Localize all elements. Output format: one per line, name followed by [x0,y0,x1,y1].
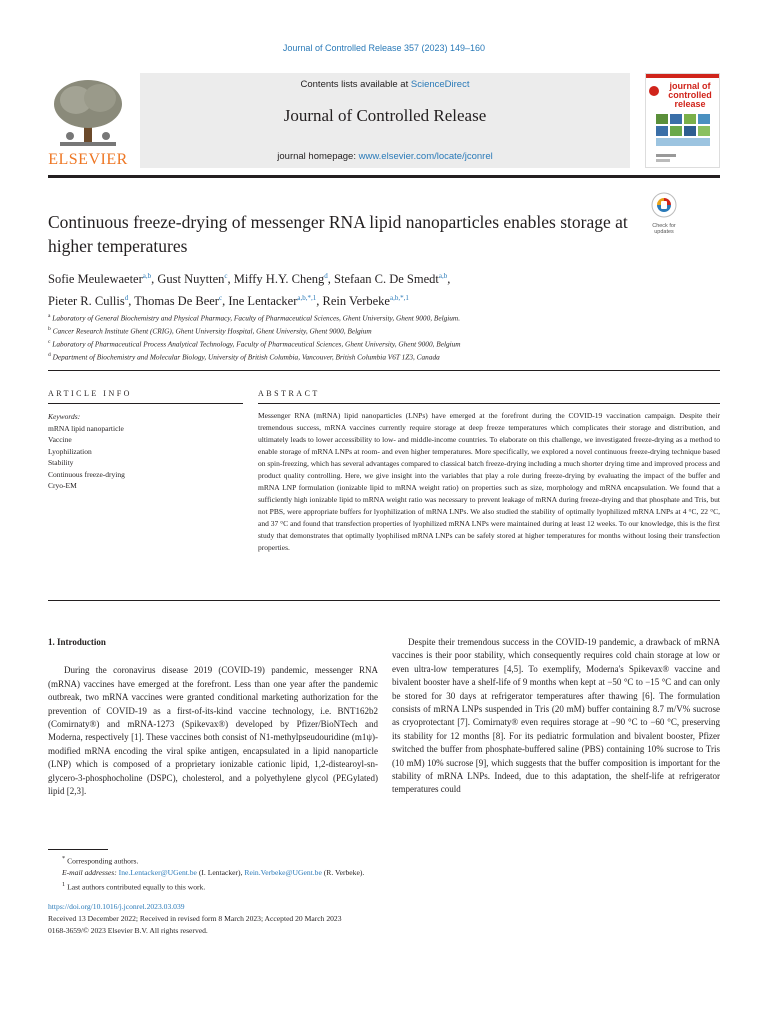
email-owner: (R. Verbeke). [323,868,365,878]
author-name[interactable]: Ine Lentacker [228,294,298,309]
check-for-updates-badge[interactable] [645,192,683,235]
contents-line [140,79,630,90]
journal-title: Journal of Controlled Release [283,106,487,125]
author-name[interactable]: Rein Verbeke [322,294,390,309]
affiliation-mark: b [48,325,51,332]
abstract-bottom-rule [48,600,720,601]
email-owner: (I. Lentacker), [198,868,243,878]
check-updates-icon [651,192,677,218]
introduction-heading: 1. Introduction [48,637,106,647]
author-separator: , [151,272,158,287]
cover-art-icon [646,74,719,167]
received-dates: Received 13 December 2022; Received in revised form 8 March 2023; Accepted 20 March 2023 [48,913,342,923]
affiliation-text: Laboratory of General Biochemistry and Physical Pharmacy, Faculty of Pharmaceutical Sciences, Ghent University, Ghent 9000, Belgium. [52,313,461,323]
journal-citation[interactable]: Journal of Controlled Release 357 (2023) 149–160 [282,43,486,53]
body-column-right [392,636,720,797]
keyword-item: Cryo-EM [48,481,77,490]
doi-link[interactable]: https://doi.org/10.1016/j.jconrel.2023.03.039 [48,902,185,911]
footnote-one: 1 [62,880,66,888]
author-list [48,267,648,311]
affiliation-item [48,311,720,324]
check-updates-label: Check for updates [652,223,676,235]
homepage-link[interactable]: www.elsevier.com/locate/jconrel [358,151,493,162]
copyright-line: 0168-3659/© 2023 Elsevier B.V. All rights reserved. [48,925,208,935]
footnote-equal-contribution [48,879,720,893]
author-affiliation-mark[interactable]: c [224,272,228,280]
keyword-item: Vaccine [48,435,72,444]
journal-cover[interactable] [645,73,720,168]
affiliation-mark: d [48,351,51,358]
author-affiliation-mark[interactable]: a,b [438,272,448,280]
body-paragraph: During the coronavirus disease 2019 (COVID-19) pandemic, messenger RNA (mRNA) vaccines have emerged at the forefront. Less than one year after the pandemic outbreak, two mRNA vaccines were granted conditional marketing authorization for the prevention of COVID-19 as a first-of-its-kind vaccine technology, i.e. BNT162b2 (Comirnaty®) and mRNA-1273 (Spikevax®) developed by Pfizer/BioNTech and Moderna, respectively [1]. These vaccines both consist of N1-methylpseudouridine (m1ψ)-modified mRNA encoding the viral spike antigen, encapsulated in a lipid nanoparticle (LNP) which is composed of a proprietary ionizable cationic lipid, 1,2-distearoyl-sn-glycero-3-phosphocholine (DSPC), cholesterol, and a polyethylene glycol (PEGylated) lipid [2,3]. [48,665,378,797]
keywords-list [48,411,243,492]
author-name[interactable]: Stefaan C. De Smedt [334,272,439,287]
email-link[interactable]: Ine.Lentacker@UGent.be [118,868,197,878]
abstract-heading: ABSTRACT [258,389,320,398]
footnote-corresponding [48,853,720,867]
sciencedirect-link[interactable]: ScienceDirect [410,79,470,90]
contents-prefix: Contents lists available at [300,79,411,90]
article-info-rule [48,403,243,404]
body-column-left [48,636,378,798]
author-name[interactable]: Sofie Meulewaeter [48,272,143,287]
section-divider [48,370,720,371]
article-info-heading: ARTICLE INFO [48,389,132,398]
author-separator: , [227,272,234,287]
author-separator: , [327,272,335,287]
footnote-text: Corresponding authors. [67,856,139,866]
email-label: E-mail addresses: [62,868,117,878]
affiliation-mark: c [48,338,51,345]
publisher-wordmark: ELSEVIER [48,151,128,168]
affiliation-text: Cancer Research Institute Ghent (CRIG), Ghent University Hospital, Ghent University, Ghent 9000, Belgium [52,326,372,336]
homepage-line [140,151,630,162]
header-rule [48,175,720,178]
author-affiliation-mark[interactable]: a,b,*,1 [389,294,409,303]
author-affiliation-mark[interactable]: d [324,272,328,280]
affiliation-item [48,324,720,337]
keyword-item: mRNA lipid nanoparticle [48,423,124,433]
keyword-item: Lyophilization [48,446,92,456]
homepage-prefix: journal homepage: [277,151,359,162]
affiliation-mark: a [48,313,51,319]
article-title: Continuous freeze-drying of messenger RNA lipid nanoparticles enables storage at higher temperatures [48,212,628,256]
footnotes [48,853,720,893]
author-affiliation-mark[interactable]: a,b,*,1 [297,294,317,303]
author-separator: , [316,294,323,309]
footnote-rule [48,849,108,850]
body-paragraph: Despite their tremendous success in the COVID-19 pandemic, a drawback of mRNA vaccines is their poor stability, which consequently requires cold chain storage at low or even ultra-low temperatures [4,5]. To exemplify, Moderna's Spikevax® vaccine and bivalent booster have a shelf-life of 9 months when kept at −50 °C to −15 °C and can only be stored for 30 days at refrigerator temperatures after thawing [6]. The formulation consists of mRNA LNPs suspended in Tris (20 mM) buffer containing 8.7 m/V% sucrose as cryoprotectant [7]. Comirnaty® even requires storage at −90 °C to −60 °C, preserving its stability for 12 months [8]. For its pediatric formulation and bivalent booster, Pfizer switched the buffer from phosphate-buffered saline (PBS) containing 10% sucrose to Tris (10 mM) 10% sucrose [9], which suggests that the buffer composition is important for the stability of mRNA LNPs. Indeed, due to this adaptation, the shelf-life at refrigerator temperatures could [392,637,720,795]
author-line-2 [48,289,648,311]
publication-info [48,901,720,936]
abstract-text: Messenger RNA (mRNA) lipid nanoparticles (LNPs) have emerged at the forefront during the COVID-19 vaccination campaign. Despite their tremendous success, mRNA vaccines currently require storage at deep freeze temperatures which complicates their storage and distribution, and ultimately leads to lower accessibility to low- and middle-income countries. To elaborate on this challenge, we investigated freeze-drying as a method to enable storage of mRNA LNPs at room- and even higher temperatures. More specifically, we explored a novel continuous freeze-drying technique based on spin-freezing, which has several advantages compared to classical batch freeze-drying including a much shorter drying time and improved process and product quality controlling. Here, we give insight into the variables that play a role during freeze-drying by evaluating the impact of the buffer and mRNA LNP formulation (ionizable lipid to mRNA weight ratio) on properties such as size, morphology and mRNA encapsulation. We found that a sufficiently high ionizable lipid to mRNA weight ratio was necessary to prevent leakage of mRNA during freeze-drying and that phosphate and Tris, but not PBS, were appropriate buffers for lyophilization of mRNA LNPs. We also studied the stability of optimally lyophilized mRNA LNPs at 4 °C, 22 °C, and 37 °C and found that transfection properties of lyophilized mRNA LNPs were maintained during at least 12 weeks. To our knowledge, this is the first study that demonstrates that optimally lyophilised mRNA LNPs can be safely stored at higher temperatures for months without losing their transfection properties. [258,411,720,552]
author-affiliation-mark[interactable]: d [124,294,129,303]
keyword-item: Stability [48,458,74,467]
author-name[interactable]: Thomas De Beer [134,294,219,309]
author-separator: , [222,294,229,309]
affiliation-item [48,337,720,350]
author-name[interactable]: Gust Nuytten [157,272,225,287]
affiliation-item [48,350,720,363]
abstract-rule [258,403,720,404]
affiliation-list [48,311,720,363]
author-separator: , [128,294,135,309]
affiliation-text: Laboratory of Pharmaceutical Process Analytical Technology, Faculty of Pharmaceutical Sciences, Ghent University, Ghent 9000, Belgium [52,339,461,349]
cover-title: journal of controlled release [668,81,712,109]
affiliation-text: Department of Biochemistry and Molecular Biology, University of British Columbia, Vancouver, British Columbia V6T 1Z3, Canada [52,352,440,362]
email-link[interactable]: Rein.Verbeke@UGent.be [244,868,322,878]
author-name[interactable]: Miffy H.Y. Cheng [233,272,325,287]
footnote-star: * [62,855,66,862]
author-affiliation-mark[interactable]: a,b [142,272,152,280]
keywords-label: Keywords: [48,412,81,421]
footnote-emails [48,867,720,879]
author-line-1 [48,267,648,289]
elsevier-tree-icon [48,76,128,151]
keyword-item: Continuous freeze-drying [48,469,125,479]
footnote-text: Last authors contributed equally to this work. [67,882,206,892]
author-name[interactable]: Pieter R. Cullis [48,294,125,309]
author-affiliation-mark[interactable]: c [218,294,223,303]
author-separator: , [447,272,451,287]
